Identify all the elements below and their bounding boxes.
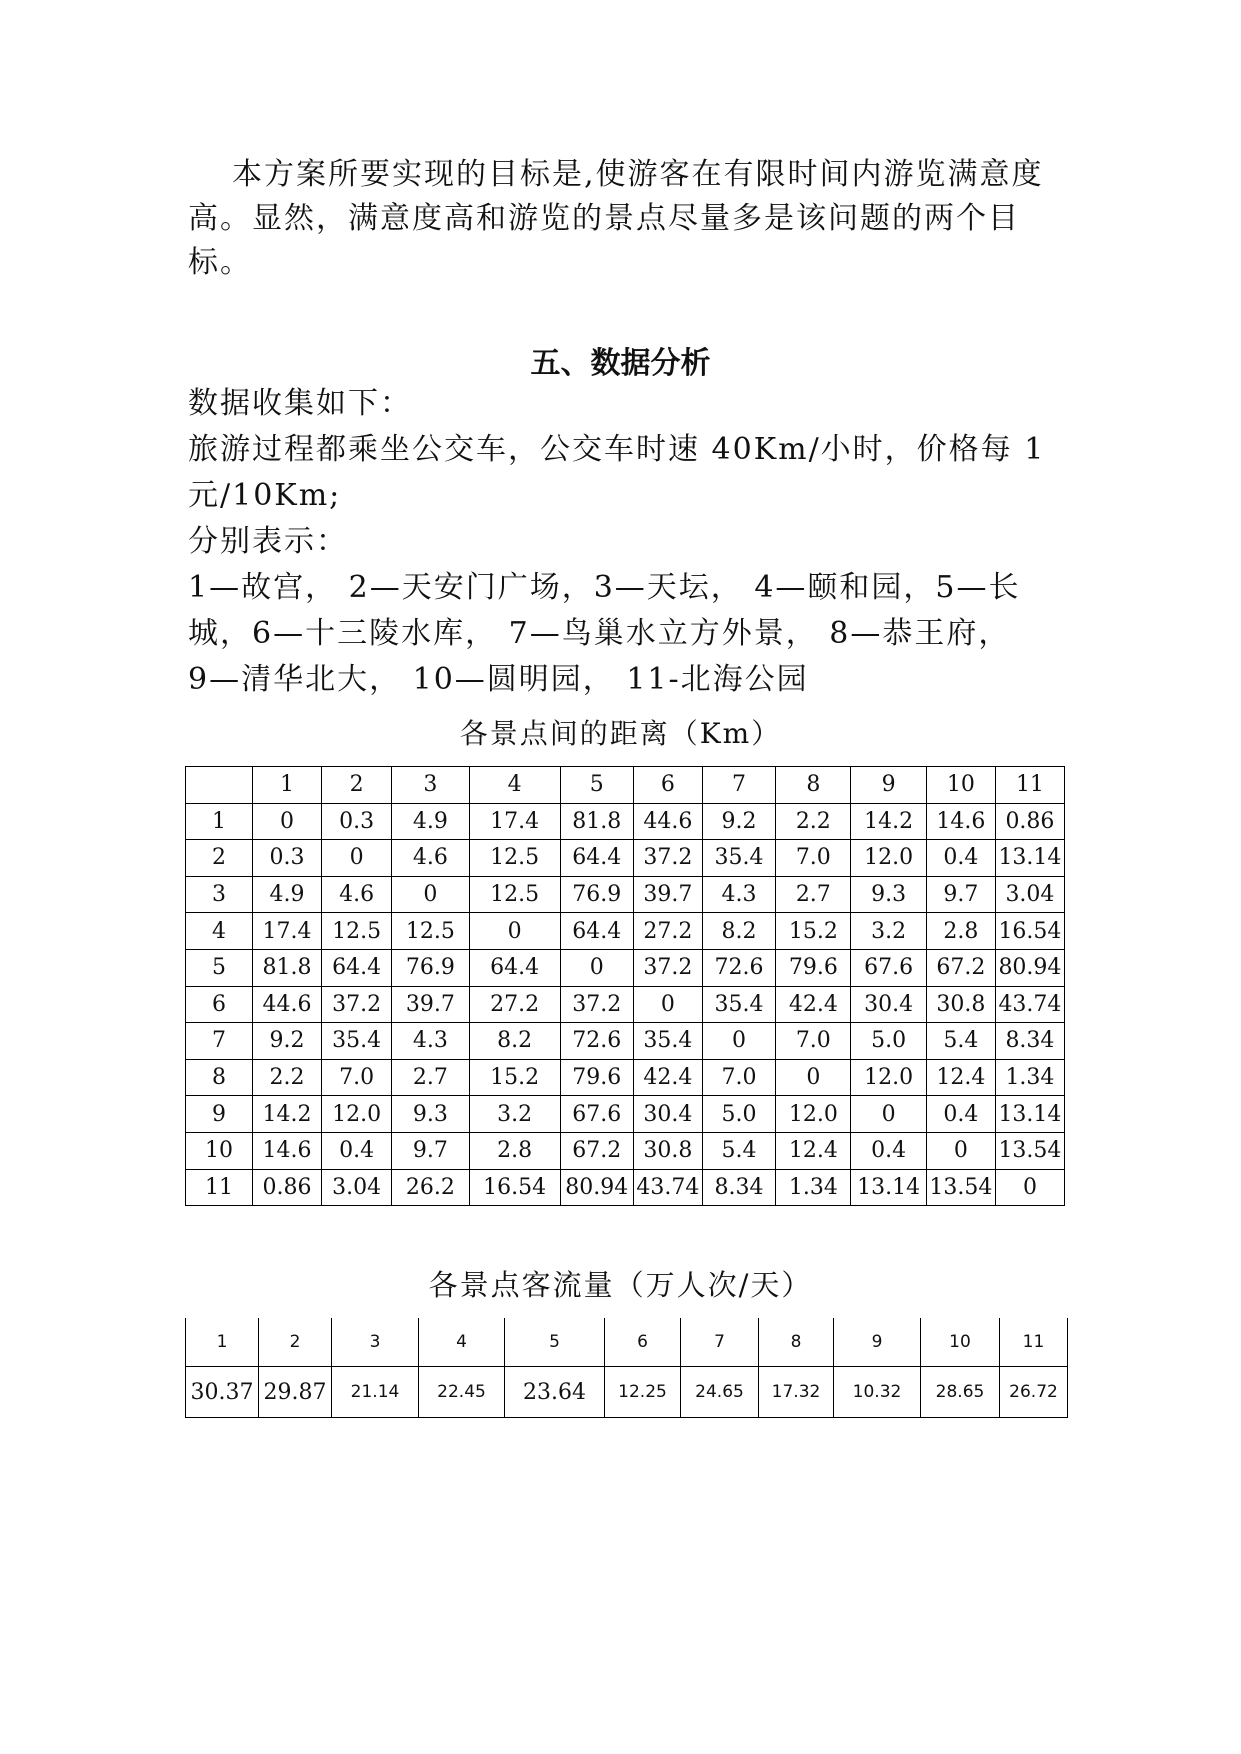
table-cell: 29.87	[259, 1367, 332, 1418]
table-cell: 0	[322, 840, 392, 877]
table-cell: 13.14	[995, 840, 1064, 877]
table-cell: 9.2	[252, 1023, 321, 1060]
table-cell: 7.0	[776, 1023, 851, 1060]
table-cell: 13.14	[851, 1169, 926, 1206]
table-cell: 9	[834, 1318, 921, 1367]
table-cell: 9	[186, 1096, 253, 1133]
table-cell: 14.2	[851, 803, 926, 840]
table-cell: 42.4	[776, 986, 851, 1023]
table-cell: 21.14	[332, 1367, 419, 1418]
table-cell: 0.4	[926, 840, 995, 877]
table-cell: 80.94	[560, 1169, 633, 1206]
table-cell: 2.2	[252, 1059, 321, 1096]
table-cell: 2.8	[926, 913, 995, 950]
table-cell: 64.4	[322, 949, 392, 986]
table-cell: 7.0	[702, 1059, 775, 1096]
table-cell: 67.6	[560, 1096, 633, 1133]
distance-table-row	[186, 1096, 1065, 1133]
flow-table-row	[186, 1367, 1068, 1418]
table-cell: 11	[995, 767, 1064, 804]
table-cell: 2.2	[776, 803, 851, 840]
distance-table-header	[186, 767, 1065, 804]
table-cell: 0	[252, 803, 321, 840]
table-cell: 1	[252, 767, 321, 804]
distance-table-row	[186, 949, 1065, 986]
table-cell: 0.86	[995, 803, 1064, 840]
table-cell: 0	[560, 949, 633, 986]
table-cell	[186, 767, 253, 804]
section-heading: 五、数据分析	[530, 346, 711, 381]
table-cell: 35.4	[702, 986, 775, 1023]
table-cell: 2	[322, 767, 392, 804]
table-cell: 11	[186, 1169, 253, 1206]
distance-table-row	[186, 1059, 1065, 1096]
table-cell: 22.45	[419, 1367, 505, 1418]
table-cell: 2.7	[776, 876, 851, 913]
data-description	[188, 381, 1068, 703]
flow-table-header	[186, 1318, 1068, 1367]
table-cell: 7	[702, 767, 775, 804]
table-cell: 0.4	[926, 1096, 995, 1133]
table-cell: 0	[469, 913, 560, 950]
table-cell: 1	[186, 803, 253, 840]
table-cell: 43.74	[633, 1169, 702, 1206]
table-cell: 8.34	[995, 1023, 1064, 1060]
distance-table-row	[186, 840, 1065, 877]
table-cell: 8	[759, 1318, 834, 1367]
table-cell: 30.4	[851, 986, 926, 1023]
table-cell: 0	[702, 1023, 775, 1060]
table-cell: 0	[633, 986, 702, 1023]
table-cell: 12.4	[776, 1132, 851, 1169]
table-cell: 35.4	[702, 840, 775, 877]
table-cell: 3.04	[322, 1169, 392, 1206]
table-cell: 16.54	[469, 1169, 560, 1206]
distance-table-row	[186, 803, 1065, 840]
table-cell: 64.4	[560, 913, 633, 950]
text-line: 分别表示：	[188, 524, 348, 559]
text-line: 9—清华北大， 10—圆明园， 11-北海公园	[188, 662, 809, 697]
table-cell: 4.9	[392, 803, 469, 840]
table-cell: 67.6	[851, 949, 926, 986]
flow-table-caption: 各景点客流量（万人次/天）	[428, 1268, 813, 1302]
text-line: 城，6—十三陵水库， 7—鸟巢水立方外景， 8—恭王府，	[188, 616, 1011, 651]
table-cell: 4	[186, 913, 253, 950]
table-cell: 17.4	[252, 913, 321, 950]
table-cell: 9.3	[392, 1096, 469, 1133]
table-cell: 7.0	[776, 840, 851, 877]
table-cell: 27.2	[469, 986, 560, 1023]
table-cell: 37.2	[633, 840, 702, 877]
table-cell: 12.25	[605, 1367, 681, 1418]
text-line: 元/10Km;	[188, 478, 342, 513]
table-cell: 12.5	[322, 913, 392, 950]
table-cell: 3	[332, 1318, 419, 1367]
table-cell: 4.3	[392, 1023, 469, 1060]
table-cell: 13.14	[995, 1096, 1064, 1133]
table-cell: 8.2	[702, 913, 775, 950]
table-cell: 72.6	[702, 949, 775, 986]
table-cell: 44.6	[633, 803, 702, 840]
table-cell: 6	[605, 1318, 681, 1367]
table-cell: 64.4	[469, 949, 560, 986]
table-cell: 4	[469, 767, 560, 804]
table-cell: 30.37	[186, 1367, 259, 1418]
table-cell: 1.34	[995, 1059, 1064, 1096]
table-cell: 76.9	[392, 949, 469, 986]
table-cell: 7.0	[322, 1059, 392, 1096]
table-cell: 0	[926, 1132, 995, 1169]
table-cell: 12.0	[851, 840, 926, 877]
table-cell: 6	[633, 767, 702, 804]
table-cell: 13.54	[926, 1169, 995, 1206]
table-cell: 6	[186, 986, 253, 1023]
table-cell: 35.4	[633, 1023, 702, 1060]
table-cell: 12.0	[776, 1096, 851, 1133]
table-cell: 0	[995, 1169, 1064, 1206]
distance-table-row	[186, 1169, 1065, 1206]
table-cell: 12.5	[469, 840, 560, 877]
distance-table-row	[186, 986, 1065, 1023]
table-cell: 5.0	[702, 1096, 775, 1133]
table-cell: 39.7	[633, 876, 702, 913]
table-cell: 12.5	[469, 876, 560, 913]
distance-table-caption: 各景点间的距离（Km）	[459, 717, 782, 750]
table-cell: 2	[186, 840, 253, 877]
table-cell: 4.9	[252, 876, 321, 913]
table-cell: 80.94	[995, 949, 1064, 986]
distance-table-row	[186, 913, 1065, 950]
table-cell: 0.86	[252, 1169, 321, 1206]
table-cell: 12.0	[322, 1096, 392, 1133]
table-cell: 8.2	[469, 1023, 560, 1060]
table-cell: 5	[505, 1318, 605, 1367]
table-cell: 15.2	[776, 913, 851, 950]
table-cell: 37.2	[560, 986, 633, 1023]
table-cell: 3	[186, 876, 253, 913]
table-cell: 39.7	[392, 986, 469, 1023]
table-cell: 14.6	[926, 803, 995, 840]
table-cell: 5	[186, 949, 253, 986]
table-cell: 0	[776, 1059, 851, 1096]
table-cell: 3.2	[469, 1096, 560, 1133]
table-cell: 16.54	[995, 913, 1064, 950]
table-cell: 10	[921, 1318, 1000, 1367]
table-cell: 23.64	[505, 1367, 605, 1418]
table-cell: 9.7	[926, 876, 995, 913]
table-cell: 3	[392, 767, 469, 804]
table-cell: 4.6	[322, 876, 392, 913]
table-cell: 1	[186, 1318, 259, 1367]
table-cell: 30.4	[633, 1096, 702, 1133]
table-cell: 3.2	[851, 913, 926, 950]
table-cell: 0.3	[252, 840, 321, 877]
table-cell: 67.2	[926, 949, 995, 986]
table-cell: 79.6	[560, 1059, 633, 1096]
table-cell: 27.2	[633, 913, 702, 950]
table-cell: 37.2	[322, 986, 392, 1023]
table-cell: 10	[926, 767, 995, 804]
text-line: 旅游过程都乘坐公交车，公交车时速 40Km/小时，价格每 1	[188, 432, 1046, 467]
table-cell: 4.3	[702, 876, 775, 913]
table-cell: 9.3	[851, 876, 926, 913]
table-cell: 8	[186, 1059, 253, 1096]
table-cell: 67.2	[560, 1132, 633, 1169]
table-cell: 81.8	[560, 803, 633, 840]
table-cell: 43.74	[995, 986, 1064, 1023]
table-cell: 14.6	[252, 1132, 321, 1169]
table-cell: 42.4	[633, 1059, 702, 1096]
visitor-flow-table	[185, 1318, 1068, 1418]
table-cell: 10.32	[834, 1367, 921, 1418]
distance-table-row	[186, 1023, 1065, 1060]
table-cell: 44.6	[252, 986, 321, 1023]
text-line: 数据收集如下：	[188, 386, 412, 421]
table-cell: 12.0	[851, 1059, 926, 1096]
table-cell: 1.34	[776, 1169, 851, 1206]
table-cell: 11	[1000, 1318, 1068, 1367]
table-cell: 10	[186, 1132, 253, 1169]
table-cell: 2.7	[392, 1059, 469, 1096]
text-line: 1—故宫， 2—天安门广场，3—天坛， 4—颐和园，5—长	[188, 570, 1021, 605]
distance-table	[185, 766, 1065, 1206]
table-cell: 5.4	[702, 1132, 775, 1169]
table-cell: 81.8	[252, 949, 321, 986]
table-cell: 5.4	[926, 1023, 995, 1060]
table-cell: 9.7	[392, 1132, 469, 1169]
table-cell: 8.34	[702, 1169, 775, 1206]
table-cell: 9.2	[702, 803, 775, 840]
table-cell: 15.2	[469, 1059, 560, 1096]
table-cell: 64.4	[560, 840, 633, 877]
table-cell: 0	[851, 1096, 926, 1133]
table-cell: 13.54	[995, 1132, 1064, 1169]
table-cell: 72.6	[560, 1023, 633, 1060]
table-cell: 37.2	[633, 949, 702, 986]
table-cell: 12.4	[926, 1059, 995, 1096]
table-cell: 0.4	[322, 1132, 392, 1169]
table-cell: 7	[186, 1023, 253, 1060]
table-cell: 17.4	[469, 803, 560, 840]
table-cell: 24.65	[681, 1367, 759, 1418]
table-cell: 26.2	[392, 1169, 469, 1206]
table-cell: 30.8	[926, 986, 995, 1023]
table-cell: 5	[560, 767, 633, 804]
table-cell: 35.4	[322, 1023, 392, 1060]
table-cell: 3.04	[995, 876, 1064, 913]
table-cell: 12.5	[392, 913, 469, 950]
table-cell: 0.3	[322, 803, 392, 840]
table-cell: 2.8	[469, 1132, 560, 1169]
table-cell: 5.0	[851, 1023, 926, 1060]
table-cell: 2	[259, 1318, 332, 1367]
distance-table-row	[186, 1132, 1065, 1169]
table-cell: 76.9	[560, 876, 633, 913]
table-cell: 7	[681, 1318, 759, 1367]
table-cell: 8	[776, 767, 851, 804]
table-cell: 4.6	[392, 840, 469, 877]
intro-paragraph: 本方案所要实现的目标是,使游客在有限时间内游览满意度高。显然，满意度高和游览的景点尽量多是该问题的两个目标。	[188, 157, 1044, 280]
table-cell: 79.6	[776, 949, 851, 986]
table-cell: 26.72	[1000, 1367, 1068, 1418]
distance-table-row	[186, 876, 1065, 913]
table-cell: 0.4	[851, 1132, 926, 1169]
table-cell: 4	[419, 1318, 505, 1367]
table-cell: 17.32	[759, 1367, 834, 1418]
table-cell: 0	[392, 876, 469, 913]
table-cell: 30.8	[633, 1132, 702, 1169]
table-cell: 28.65	[921, 1367, 1000, 1418]
table-cell: 14.2	[252, 1096, 321, 1133]
table-cell: 9	[851, 767, 926, 804]
